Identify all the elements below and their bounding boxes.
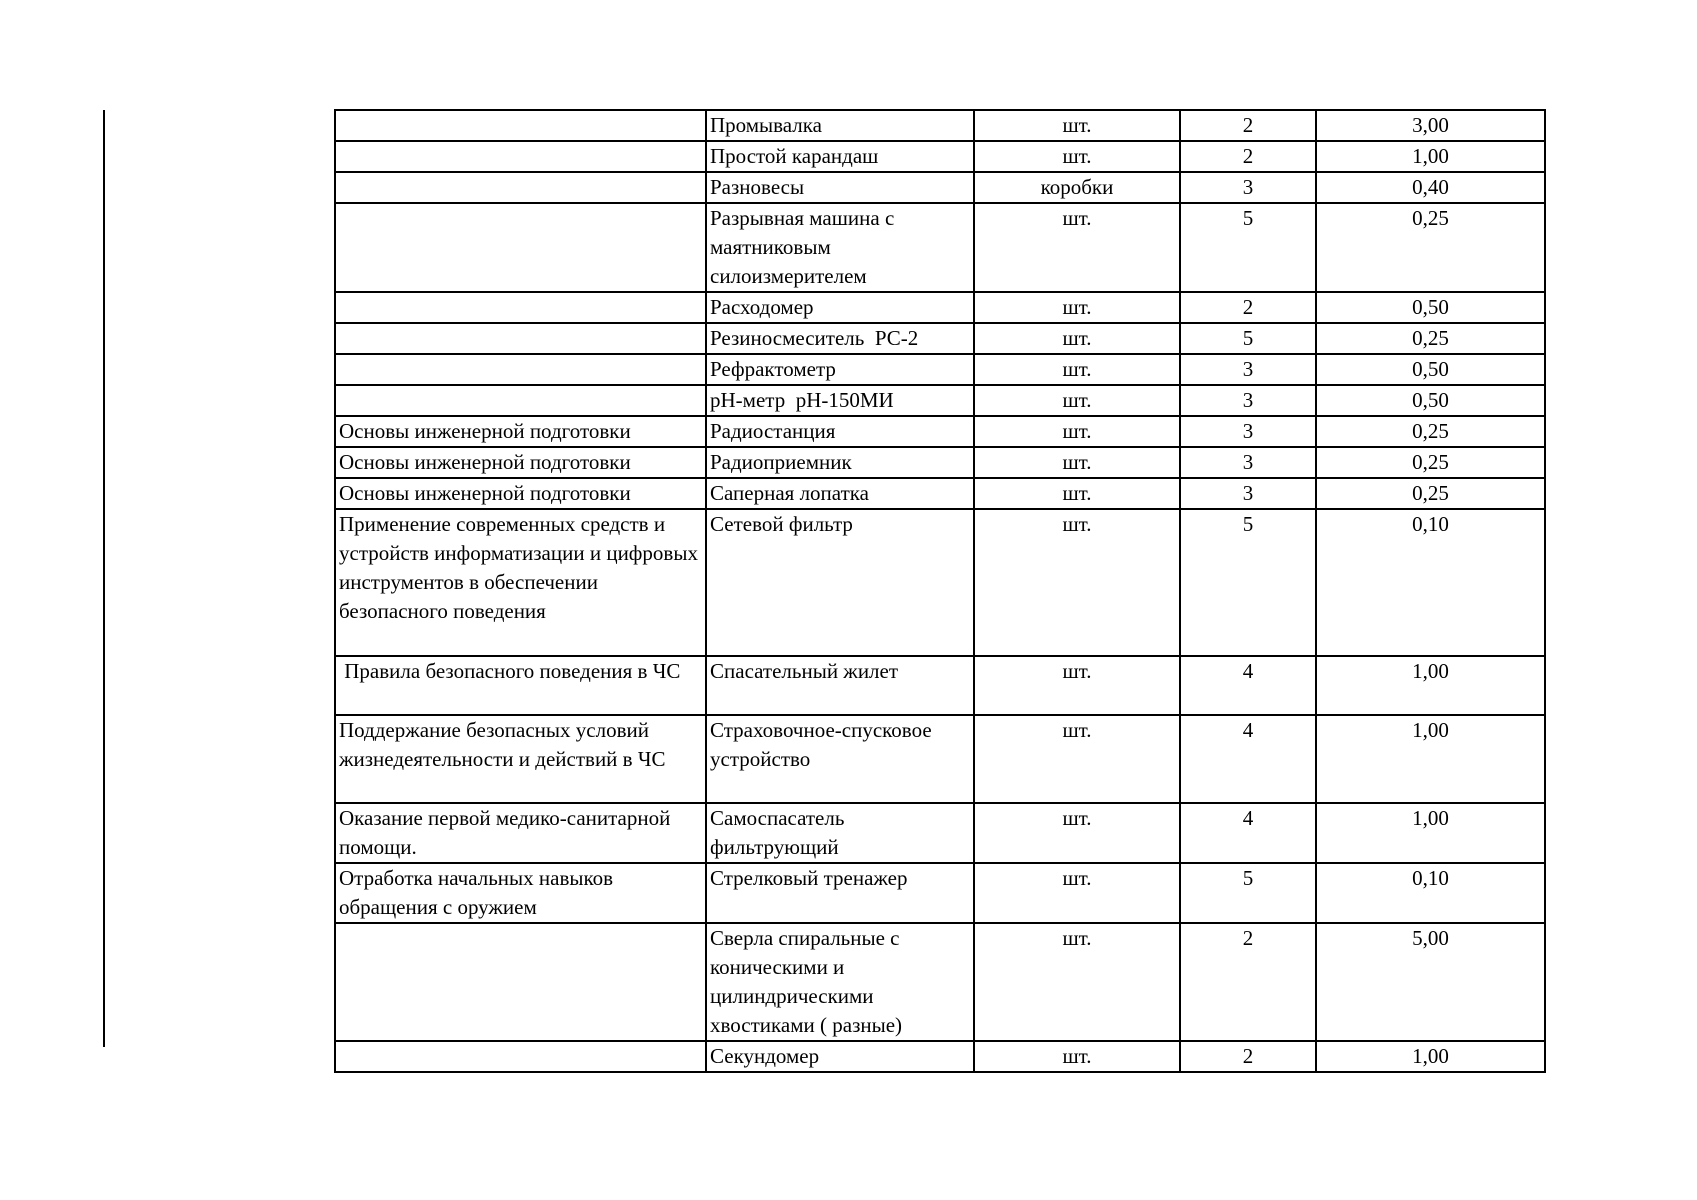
table-row (335, 110, 1545, 141)
topic-cell (335, 203, 706, 292)
unit-cell: шт. (974, 354, 1180, 385)
table-row (335, 416, 1545, 447)
unit-cell: коробки (974, 172, 1180, 203)
item-cell: Радиостанция (706, 416, 974, 447)
item-cell: Простой карандаш (706, 141, 974, 172)
item-cell: рН-метр рН-150МИ (706, 385, 974, 416)
item-cell: Разновесы (706, 172, 974, 203)
topic-cell: Применение современных средств и устройств информатизации и цифровых инструментов в обеспечении безопасного поведения (335, 509, 706, 656)
table-row (335, 863, 1545, 923)
table-row (335, 478, 1545, 509)
topic-cell (335, 1041, 706, 1072)
value-cell: 1,00 (1316, 1041, 1545, 1072)
unit-cell: шт. (974, 803, 1180, 863)
topic-cell: Основы инженерной подготовки (335, 478, 706, 509)
value-cell: 0,25 (1316, 478, 1545, 509)
unit-cell: шт. (974, 509, 1180, 656)
table-row (335, 323, 1545, 354)
value-cell: 0,40 (1316, 172, 1545, 203)
table-row (335, 141, 1545, 172)
unit-cell: шт. (974, 323, 1180, 354)
item-cell: Сверла спиральные с коническими и цилиндрическими хвостиками ( разные) (706, 923, 974, 1041)
value-cell: 0,50 (1316, 385, 1545, 416)
topic-cell (335, 292, 706, 323)
value-cell: 0,25 (1316, 203, 1545, 292)
quantity-cell: 3 (1180, 385, 1316, 416)
quantity-cell: 3 (1180, 447, 1316, 478)
value-cell: 0,10 (1316, 509, 1545, 656)
unit-cell: шт. (974, 1041, 1180, 1072)
value-cell: 0,25 (1316, 416, 1545, 447)
quantity-cell: 3 (1180, 354, 1316, 385)
quantity-cell: 3 (1180, 416, 1316, 447)
quantity-cell: 5 (1180, 509, 1316, 656)
unit-cell: шт. (974, 923, 1180, 1041)
topic-cell: Основы инженерной подготовки (335, 416, 706, 447)
unit-cell: шт. (974, 447, 1180, 478)
value-cell: 1,00 (1316, 141, 1545, 172)
item-cell: Секундомер (706, 1041, 974, 1072)
item-cell: Самоспасатель фильтрующий (706, 803, 974, 863)
topic-cell (335, 385, 706, 416)
topic-cell (335, 923, 706, 1041)
topic-cell (335, 172, 706, 203)
unit-cell: шт. (974, 110, 1180, 141)
table-row (335, 354, 1545, 385)
value-cell: 0,25 (1316, 447, 1545, 478)
item-cell: Радиоприемник (706, 447, 974, 478)
value-cell: 1,00 (1316, 656, 1545, 715)
item-cell: Спасательный жилет (706, 656, 974, 715)
table-row (335, 172, 1545, 203)
value-cell: 0,10 (1316, 863, 1545, 923)
topic-cell (335, 141, 706, 172)
unit-cell: шт. (974, 203, 1180, 292)
value-cell: 0,25 (1316, 323, 1545, 354)
page-margin-rule (103, 110, 105, 1047)
quantity-cell: 3 (1180, 172, 1316, 203)
table-row (335, 203, 1545, 292)
value-cell: 0,50 (1316, 354, 1545, 385)
value-cell: 1,00 (1316, 803, 1545, 863)
value-cell: 5,00 (1316, 923, 1545, 1041)
unit-cell: шт. (974, 863, 1180, 923)
quantity-cell: 4 (1180, 715, 1316, 803)
quantity-cell: 2 (1180, 1041, 1316, 1072)
quantity-cell: 5 (1180, 863, 1316, 923)
table-row (335, 509, 1545, 656)
unit-cell: шт. (974, 478, 1180, 509)
item-cell: Стрелковый тренажер (706, 863, 974, 923)
table-row (335, 292, 1545, 323)
quantity-cell: 2 (1180, 110, 1316, 141)
unit-cell: шт. (974, 715, 1180, 803)
table-row (335, 923, 1545, 1041)
value-cell: 3,00 (1316, 110, 1545, 141)
table-row (335, 1041, 1545, 1072)
unit-cell: шт. (974, 292, 1180, 323)
item-cell: Резиносмеситель РС-2 (706, 323, 974, 354)
unit-cell: шт. (974, 656, 1180, 715)
equipment-table (334, 109, 1546, 1073)
unit-cell: шт. (974, 141, 1180, 172)
unit-cell: шт. (974, 416, 1180, 447)
topic-cell: Основы инженерной подготовки (335, 447, 706, 478)
quantity-cell: 5 (1180, 203, 1316, 292)
item-cell: Саперная лопатка (706, 478, 974, 509)
topic-cell: Правила безопасного поведения в ЧС (335, 656, 706, 715)
item-cell: Сетевой фильтр (706, 509, 974, 656)
table-row (335, 715, 1545, 803)
topic-cell: Поддержание безопасных условий жизнедеятельности и действий в ЧС (335, 715, 706, 803)
item-cell: Промывалка (706, 110, 974, 141)
item-cell: Разрывная машина с маятниковым силоизмерителем (706, 203, 974, 292)
unit-cell: шт. (974, 385, 1180, 416)
item-cell: Страховочное-спусковое устройство (706, 715, 974, 803)
quantity-cell: 5 (1180, 323, 1316, 354)
table-row (335, 447, 1545, 478)
quantity-cell: 4 (1180, 803, 1316, 863)
topic-cell (335, 354, 706, 385)
quantity-cell: 2 (1180, 292, 1316, 323)
topic-cell (335, 110, 706, 141)
table-row (335, 385, 1545, 416)
item-cell: Расходомер (706, 292, 974, 323)
quantity-cell: 4 (1180, 656, 1316, 715)
value-cell: 1,00 (1316, 715, 1545, 803)
value-cell: 0,50 (1316, 292, 1545, 323)
topic-cell: Отработка начальных навыков обращения с оружием (335, 863, 706, 923)
quantity-cell: 3 (1180, 478, 1316, 509)
quantity-cell: 2 (1180, 141, 1316, 172)
quantity-cell: 2 (1180, 923, 1316, 1041)
table-row (335, 803, 1545, 863)
topic-cell (335, 323, 706, 354)
topic-cell: Оказание первой медико-санитарной помощи. (335, 803, 706, 863)
item-cell: Рефрактометр (706, 354, 974, 385)
table-row (335, 656, 1545, 715)
